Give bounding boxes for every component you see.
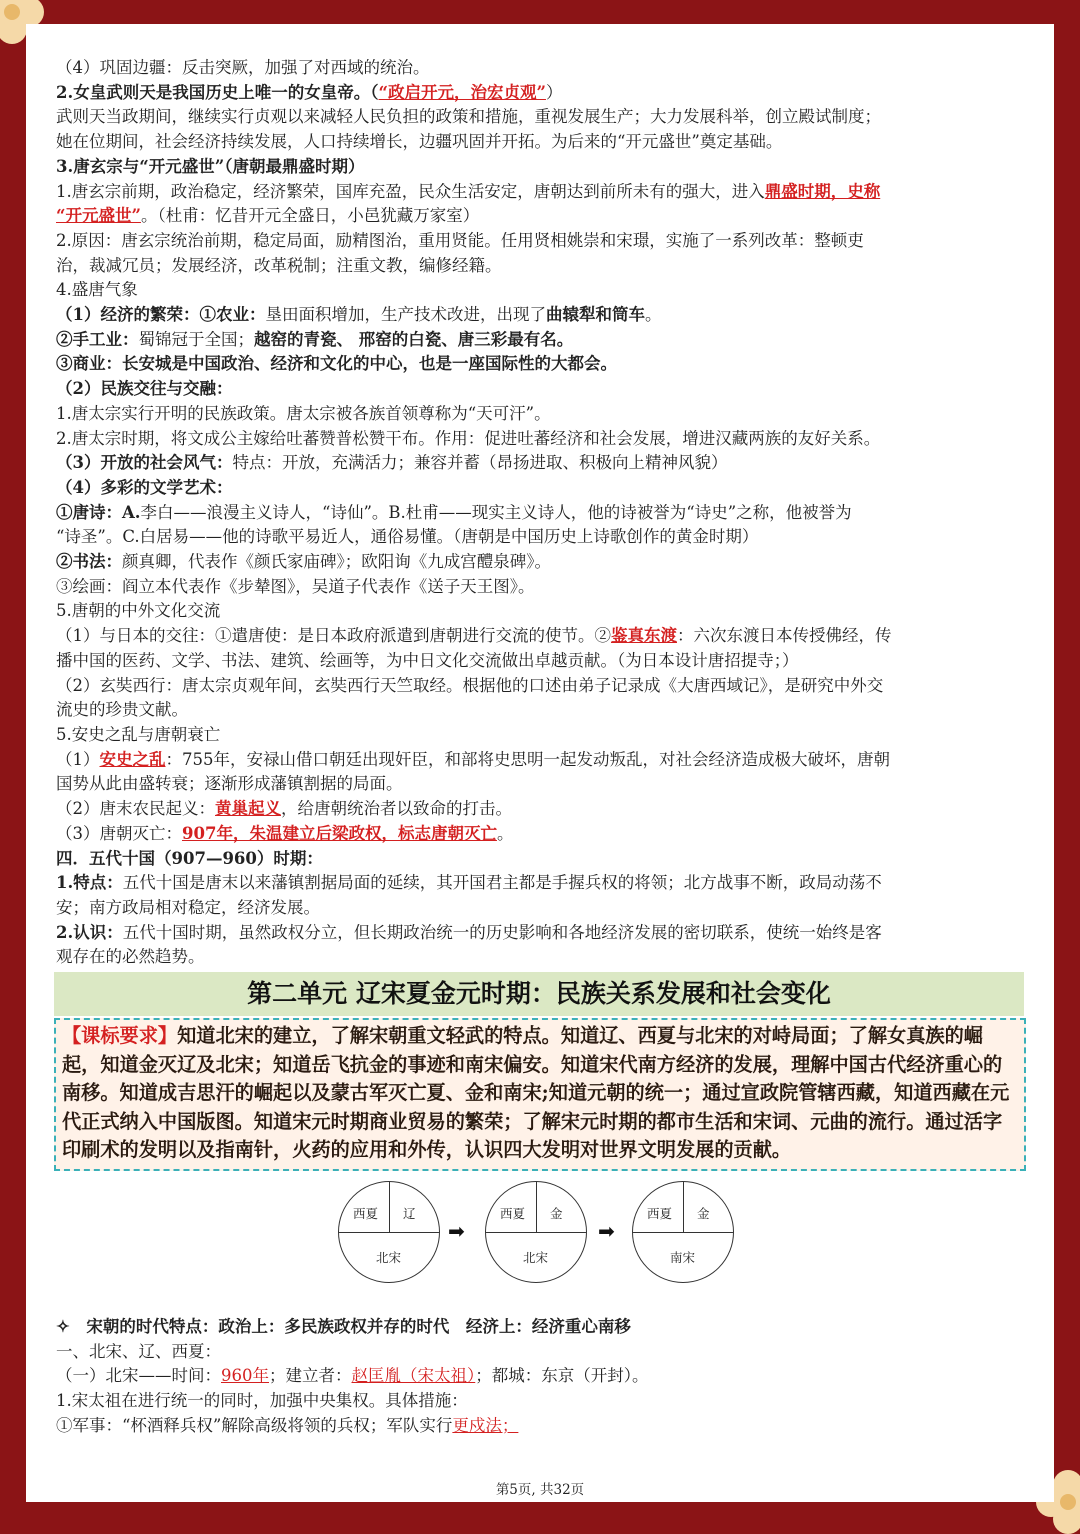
text-line: 1.唐玄宗前期，政治稳定，经济繁荣，国库充盈，民众生活安定，唐朝达到前所未有的强大，进入鼎盛时期，史称 — [56, 181, 881, 201]
text-line: ③商业：长安城是中国政治、经济和文化的中心，也是一座国际性的大都会。 — [56, 354, 617, 374]
text-line: （一）北宋——时间：960年；建立者：赵匡胤（宋太祖）；都城：东京（开封）。 — [56, 1366, 649, 1386]
regime-diagram — [56, 1175, 1024, 1315]
text-line: ①军事：“杯酒释兵权”解除高级将领的兵权；军队实行更戍法； — [56, 1415, 519, 1435]
text-line: 治，裁减冗员；发展经济，改革税制；注重文教，编修经籍。 — [56, 255, 502, 275]
subheading: （2）民族交往与交融： — [56, 379, 233, 399]
text-line: 1.宋太祖在进行统一的同时，加强中央集权。具体措施： — [56, 1391, 468, 1411]
standard-text: 知道北宋的建立，了解宋朝重文轻武的特点。知道辽、西夏与北宋的对峙局面；了解女真族的崛起，知道金灭辽及北宋；知道岳飞抗金的事迹和南宋偏安。知道宋代南方经济的发展，理解中国古代经济重心的南移。知道成吉思汗的崛起以及蒙古军灭亡夏、金和南宋;知道元朝的统一；通过宣政院管辖西藏，知道西藏在元代正式纳入中国版图。知道宋元时期商业贸易的繁荣；了解宋元时期的都市生活和宋词、元曲的流行。通过活字印刷术的发明以及指南针，火药的应用和外传，认识四大发明对世界文明发展的贡献。 — [62, 1024, 1010, 1162]
text-line: 一、北宋、辽、西夏： — [56, 1341, 221, 1361]
text-line: 2.唐太宗时期，将文成公主嫁给吐蕃赞普松赞干布。作用：促进吐蕃经济和社会发展，增进汉藏两族的友好关系。 — [56, 428, 881, 448]
regime-label: 西夏 — [500, 1205, 526, 1221]
regime-label: 金 — [550, 1205, 563, 1221]
arrow-right-icon: ➡ — [448, 1218, 465, 1243]
text-line: “开元盛世”。（杜甫：忆昔开元全盛日，小邑犹藏万家室） — [56, 206, 480, 226]
page-number: 第5页, 共32页 — [495, 1482, 585, 1498]
regime-circle-2 — [485, 1181, 587, 1283]
heading-wuzetian: 2.女皇武则天是我国历史上唯一的女皇帝。（“政启开元，治宏贞观”） — [56, 82, 563, 102]
text-line: 1.唐太宗实行开明的民族政策。唐太宗被各族首领尊称为“天可汗”。 — [56, 403, 551, 423]
text-line: ②书法：颜真卿，代表作《颜氏家庙碑》；欧阳询《九成宫醴泉碑》。 — [56, 552, 551, 572]
text-line: （1）安史之乱：755年，安禄山借口朝廷出现奸臣，和部将史思明一起发动叛乱，对社会经济造成极大破坏，唐朝 — [56, 749, 890, 769]
text-line: 她在位期间，社会经济持续发展，人口持续增长，边疆巩固并开拓。为后来的“开元盛世”奠定基础。 — [56, 132, 783, 152]
text-line: （2）唐末农民起义：黄巢起义，给唐朝统治者以致命的打击。 — [56, 799, 512, 819]
standard-tag: 【课标要求】 — [62, 1024, 178, 1048]
subheading: （4）多彩的文学艺术： — [56, 477, 233, 497]
text-line: （3）开放的社会风气：特点：开放，充满活力；兼容并蓄（昂扬进取、积极向上精神风貌） — [56, 453, 728, 473]
text-line: （2）玄奘西行：唐太宗贞观年间，玄奘西行天竺取经。根据他的口述由弟子记录成《大唐西域记》，是研究中外交 — [56, 675, 884, 695]
text-line: 观存在的必然趋势。 — [56, 947, 205, 967]
song-era-features: ✧ 宋朝的时代特点：政治上：多民族政权并存的时代 经济上：经济重心南移 — [56, 1316, 631, 1336]
text-line: ②手工业：蜀锦冠于全国；越窑的青瓷、 邢窑的白瓷、唐三彩最有名。 — [56, 329, 574, 349]
text-line: （1）与日本的交往：①遣唐使：是日本政府派遣到唐朝进行交流的使节。②鉴真东渡：六次东渡日本传授佛经，传 — [56, 626, 892, 646]
regime-label: 南宋 — [670, 1249, 696, 1265]
text-line: ③绘画：阎立本代表作《步辇图》，吴道子代表作《送子天王图》。 — [56, 576, 535, 596]
text-line: 5.唐朝的中外文化交流 — [56, 601, 221, 621]
text-line: 武则天当政期间，继续实行贞观以来减轻人民负担的政策和措施，重视发展生产；大力发展科举，创立殿试制度； — [56, 107, 881, 127]
regime-circle-1 — [338, 1181, 440, 1283]
text-line: 2.认识：五代十国时期，虽然政权分立，但长期政治统一的历史影响和各地经济发展的密切联系，使统一始终是客 — [56, 922, 882, 942]
heading-xuanzong: 3.唐玄宗与“开元盛世”（唐朝最鼎盛时期） — [56, 156, 365, 176]
text-line: （4）巩固边疆：反击突厥，加强了对西域的统治。 — [56, 58, 430, 77]
unit-banner: 第二单元 辽宋夏金元时期：民族关系发展和社会变化 — [54, 972, 1024, 1016]
text-line: ①唐诗：A.李白——浪漫主义诗人，“诗仙”。B.杜甫——现实主义诗人，他的诗被誉为“诗史”之称，他被誉为 — [56, 502, 852, 522]
text-line: （1）经济的繁荣：①农业：垦田面积增加，生产技术改进，出现了曲辕犁和筒车。 — [56, 305, 662, 325]
regime-circle-3 — [632, 1181, 734, 1283]
text-line: （3）唐朝灭亡：907年，朱温建立后梁政权，标志唐朝灭亡。 — [56, 823, 514, 843]
text-line: 5.安史之乱与唐朝衰亡 — [56, 724, 221, 744]
page-content — [56, 56, 1024, 1439]
arrow-right-icon: ➡ — [598, 1218, 615, 1243]
text-line: 国势从此由盛转衰；逐渐形成藩镇割据的局面。 — [56, 774, 403, 794]
regime-label: 北宋 — [523, 1249, 549, 1265]
regime-label: 北宋 — [376, 1249, 402, 1265]
regime-label: 金 — [697, 1205, 710, 1221]
regime-label: 西夏 — [353, 1205, 379, 1221]
text-line: 安；南方政局相对稳定，经济发展。 — [56, 897, 320, 917]
text-line: 2.原因：唐玄宗统治前期，稳定局面，励精图治，重用贤能。任用贤相姚崇和宋璟，实施了一系列改革：整顿吏 — [56, 230, 864, 250]
curriculum-standard-box — [54, 1018, 1026, 1171]
heading-five-dynasties: 四．五代十国（907—960）时期： — [56, 848, 323, 868]
text-line: 1.特点：五代十国是唐末以来藩镇割据局面的延续，其开国君主都是手握兵权的将领；北方战事不断，政局动荡不 — [56, 873, 882, 893]
text-line: “诗圣”。C.白居易——他的诗歌平易近人，通俗易懂。（唐朝是中国历史上诗歌创作的黄金时期） — [56, 527, 759, 547]
text-line: 流史的珍贵文献。 — [56, 700, 188, 720]
document-page — [26, 24, 1054, 1502]
text-line: 播中国的医药、文学、书法、建筑、绘画等，为中日文化交流做出卓越贡献。（为日本设计唐招提寺；） — [56, 650, 799, 670]
text-line: 4.盛唐气象 — [56, 280, 138, 300]
regime-label: 西夏 — [647, 1205, 673, 1221]
regime-label: 辽 — [403, 1205, 416, 1221]
